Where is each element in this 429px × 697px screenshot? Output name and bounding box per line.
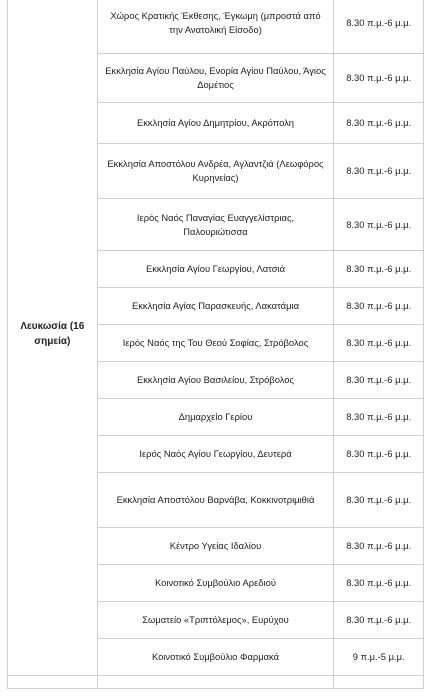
hours-cell: 8.30 π.μ.-6 μ.μ. [334,436,424,473]
hours-cell: 9 π.μ.-5 μ.μ. [334,639,424,676]
hours-cell: 8.30 π.μ.-6 μ.μ. [334,144,424,199]
hours-cell: 8.30 π.μ.-6 μ.μ. [334,528,424,565]
locations-table-body [8,0,424,689]
place-cell: Εκκλησία Αγίου Βασιλείου, Στρόβολος [97,362,334,399]
table-row [8,0,424,54]
locations-table [7,0,424,689]
place-cell: Εκκλησία Αγίου Δημητρίου, Ακρόπολη [97,103,334,144]
place-cell: Ιερός Ναός Αγίου Γεωργίου, Δευτερά [97,436,334,473]
place-cell: Δημαρχείο Γερίου [97,399,334,436]
place-cell: Εκκλησία Αγίου Γεωργίου, Λατσιά [97,251,334,288]
hours-cell: 8.30 π.μ.-6 μ.μ. [334,251,424,288]
next-region-cell [8,676,98,689]
place-cell: Κοινοτικό Συμβούλιο Φαρμακά [97,639,334,676]
hours-cell: 8.30 π.μ.-6 μ.μ. [334,0,424,54]
place-cell: Εκκλησία Αγίου Παύλου, Ενορία Αγίου Παύλου, Άγιος Δομέτιος [97,54,334,103]
hours-cell: 8.30 π.μ.-6 μ.μ. [334,103,424,144]
hours-cell: 8.30 π.μ.-6 μ.μ. [334,473,424,528]
hours-cell: 8.30 π.μ.-6 μ.μ. [334,54,424,103]
next-place-cell [97,676,334,689]
place-cell: Ιερός Ναός της Του Θεού Σοφίας, Στρόβολος [97,325,334,362]
next-hours-cell [334,676,424,689]
hours-cell: 8.30 π.μ.-6 μ.μ. [334,362,424,399]
hours-cell: 8.30 π.μ.-6 μ.μ. [334,199,424,251]
place-cell: Σωματείο «Τριπτόλεμος», Ευρύχου [97,602,334,639]
hours-cell: 8.30 π.μ.-6 μ.μ. [334,399,424,436]
hours-cell: 8.30 π.μ.-6 μ.μ. [334,288,424,325]
place-cell: Εκκλησία Αποστόλου Ανδρέα, Αγλαντζιά (Λεωφόρος Κυρηνείας) [97,144,334,199]
place-cell: Εκκλησία Αγίας Παρασκευής, Λακατάμια [97,288,334,325]
hours-cell: 8.30 π.μ.-6 μ.μ. [334,325,424,362]
place-cell: Κοινοτικό Συμβούλιο Αρεδιού [97,565,334,602]
place-cell: Εκκλησία Αποστόλου Βαρνάβα, Κοκκινοτριμιθιά [97,473,334,528]
hours-cell: 8.30 π.μ.-6 μ.μ. [334,602,424,639]
place-cell: Χώρος Κρατικής Έκθεσης, Έγκωμη (μπροστά από την Ανατολική Είσοδο) [97,0,334,54]
place-cell: Κέντρο Υγείας Ιδαλίου [97,528,334,565]
region-cell: Λευκωσία (16 σημεία) [8,0,98,676]
table-row-next-partial [8,676,424,689]
place-cell: Ιερός Ναός Παναγίας Ευαγγελίστριας, Παλουριώτισσα [97,199,334,251]
hours-cell: 8.30 π.μ.-6 μ.μ. [334,565,424,602]
